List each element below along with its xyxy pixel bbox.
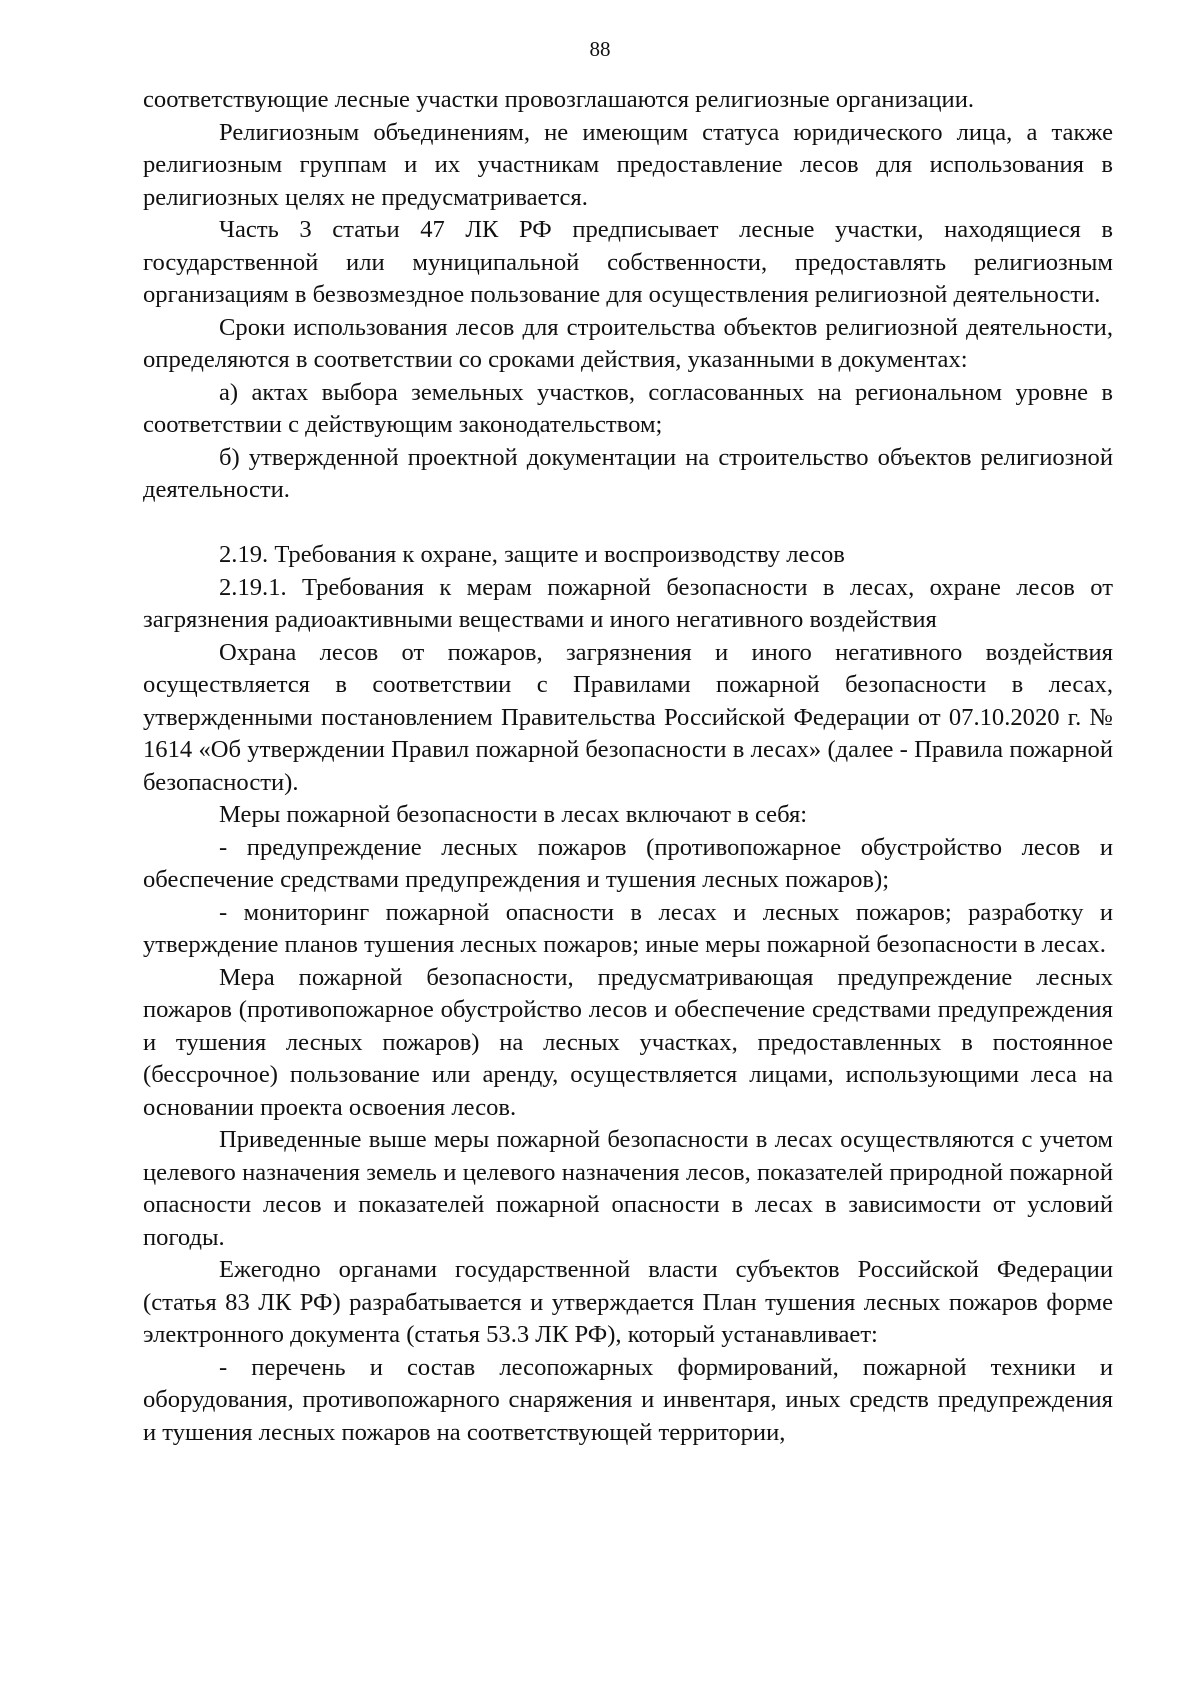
list-item: - перечень и состав лесопожарных формирований, пожарной техники и оборудования, противопожарного снаряжения и инвентаря, иных средств предупреждения и тушения лесных пожаров на соответствующей территории, (143, 1353, 1113, 1446)
page-body (143, 84, 1113, 1449)
paragraph-continuation: соответствующие лесные участки провозглашаются религиозные организации. (143, 86, 975, 113)
section-heading: 2.19. Требования к охране, защите и воспроизводству лесов (219, 541, 845, 568)
section-spacer (143, 507, 1113, 540)
page-number: 88 (589, 37, 611, 61)
list-item: а) актах выбора земельных участков, согласованных на региональном уровне в соответствии с действующим законодательством; (143, 378, 1113, 438)
paragraph: Религиозным объединениям, не имеющим статуса юридического лица, а также религиозным группам и их участникам предоставление лесов для использования в религиозных целях не предусматривается. (143, 118, 1113, 211)
paragraph: Приведенные выше меры пожарной безопасности в лесах осуществляются с учетом целевого назначения земель и целевого назначения лесов, показателей природной пожарной опасности лесов и показателей пожарной опасности в лесах в зависимости от условий погоды. (143, 1126, 1113, 1251)
paragraph: Охрана лесов от пожаров, загрязнения и иного негативного воздействия осуществляется в соответствии с Правилами пожарной безопасности в лесах, утвержденными постановлением Правительства Российской Федерации от 07.10.2020 г. № 1614 «Об утверждении Правил пожарной безопасности в лесах» (далее - Правила пожарной безопасности). (143, 638, 1113, 796)
list-item: - предупреждение лесных пожаров (противопожарное обустройство лесов и обеспечение средствами предупреждения и тушения лесных пожаров); (143, 833, 1113, 893)
paragraph: Меры пожарной безопасности в лесах включают в себя: (219, 801, 808, 828)
paragraph: Сроки использования лесов для строительства объектов религиозной деятельности, определяются в соответствии со сроками действия, указанными в документах: (143, 313, 1113, 373)
list-item: б) утвержденной проектной документации на строительство объектов религиозной деятельности. (143, 443, 1113, 503)
subsection-heading: 2.19.1. Требования к мерам пожарной безопасности в лесах, охране лесов от загрязнения радиоактивными веществами и иного негативного воздействия (143, 573, 1113, 633)
paragraph: Часть 3 статьи 47 ЛК РФ предписывает лесные участки, находящиеся в государственной или муниципальной собственности, предоставлять религиозным организациям в безвозмездное пользование для осуществления религиозной деятельности. (143, 216, 1113, 308)
paragraph: Мера пожарной безопасности, предусматривающая предупреждение лесных пожаров (противопожарное обустройство лесов и обеспечение средствами предупреждения и тушения лесных пожаров) на лесных участках, предоставленных в постоянное (бессрочное) пользование или аренду, осуществляется лицами, использующими леса на основании проекта освоения лесов. (143, 963, 1113, 1121)
list-item: - мониторинг пожарной опасности в лесах и лесных пожаров; разработку и утверждение планов тушения лесных пожаров; иные меры пожарной безопасности в лесах. (143, 898, 1113, 958)
paragraph: Ежегодно органами государственной власти субъектов Российской Федерации (статья 83 ЛК РФ) разрабатывается и утверждается План тушения лесных пожаров форме электронного документа (статья 53.3 ЛК РФ), который устанавливает: (143, 1256, 1113, 1348)
